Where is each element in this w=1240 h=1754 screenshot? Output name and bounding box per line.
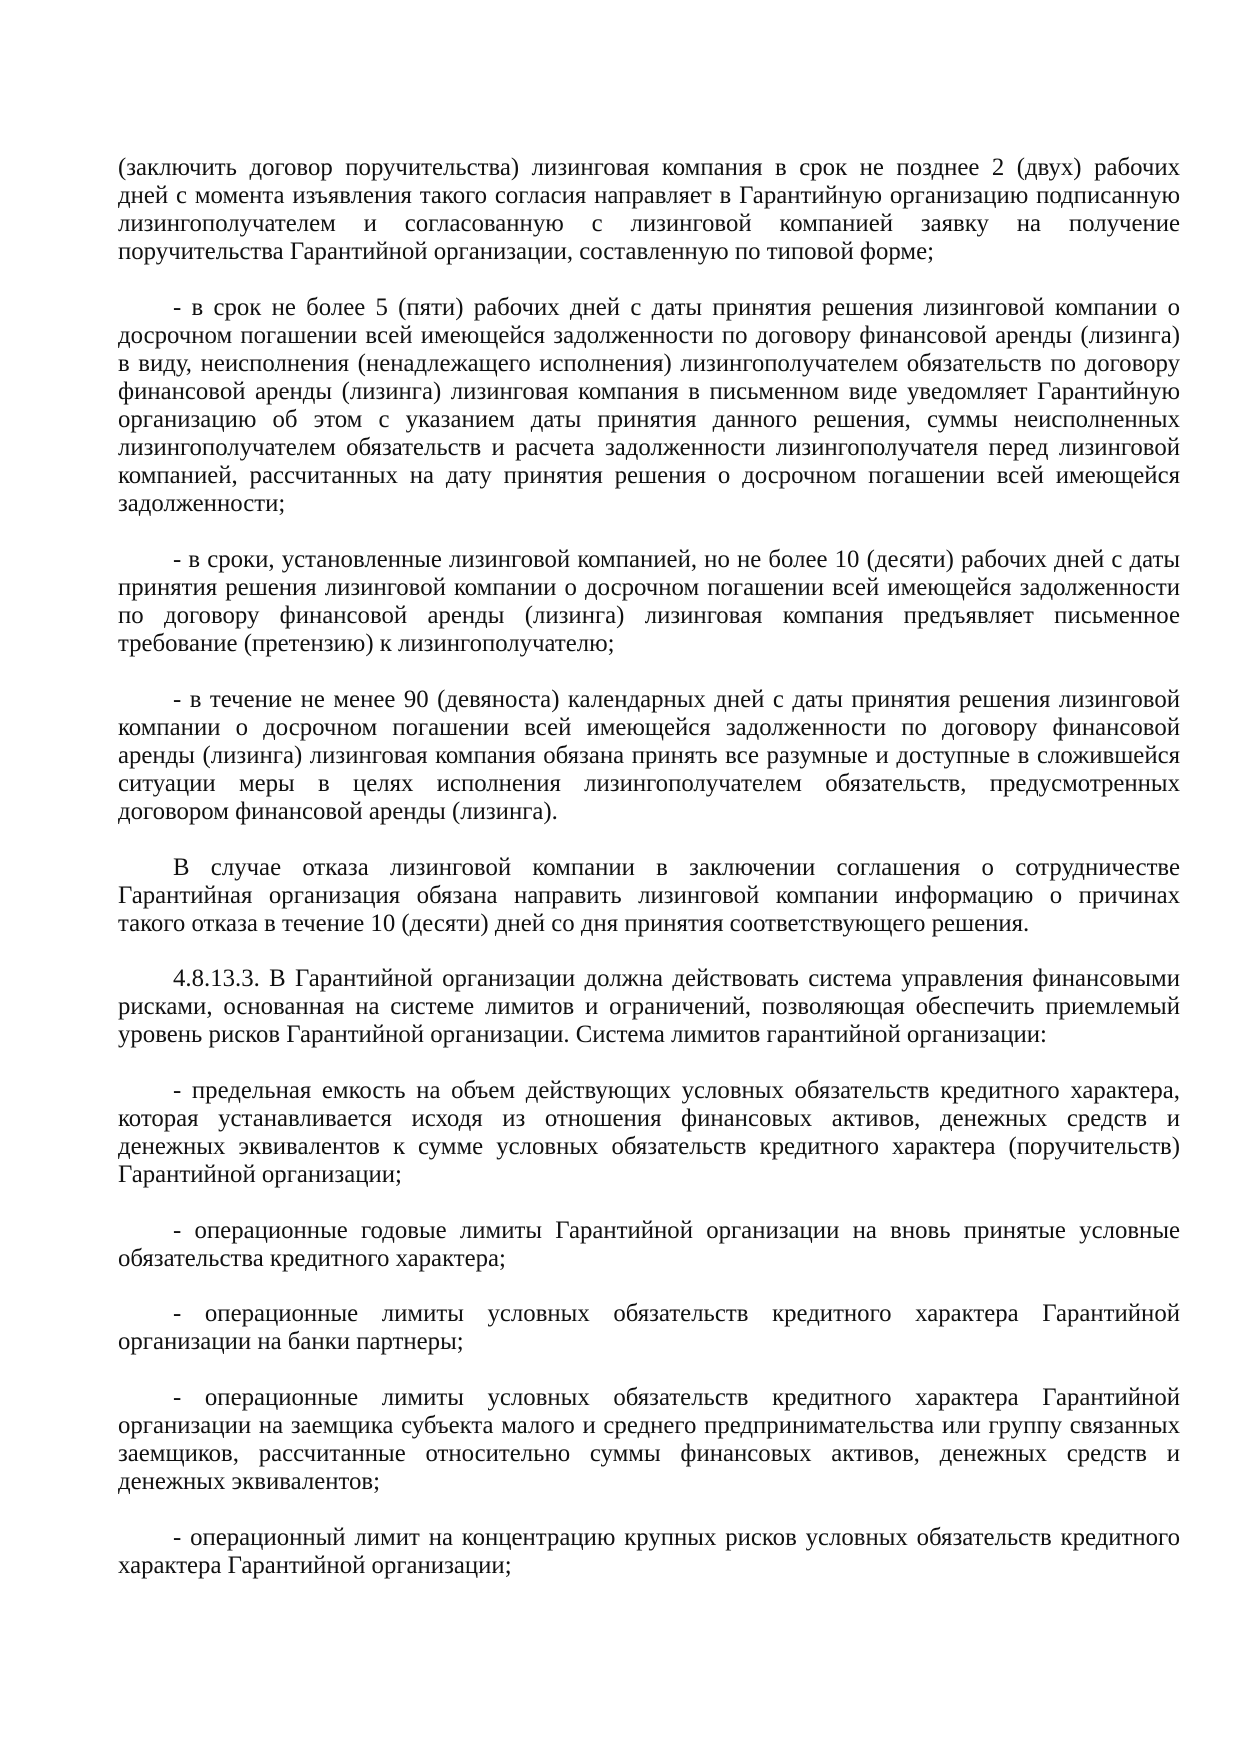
text-line: характера Гарантийной организации; xyxy=(118,1551,512,1579)
text-line: Гарантийной организации; xyxy=(118,1161,402,1189)
paragraph xyxy=(118,294,1180,519)
text-line: денежных эквивалентов; xyxy=(118,1468,380,1496)
text-line: - предельная емкость на объем действующих условных обязательств кредитного характера, xyxy=(173,1076,1180,1104)
paragraph xyxy=(118,1384,1180,1496)
paragraph xyxy=(118,854,1180,938)
text-line: - операционные годовые лимиты Гарантийной организации на вновь принятые условные xyxy=(173,1216,1180,1244)
text-line: - в срок не более 5 (пяти) рабочих дней с даты принятия решения лизинговой компании о xyxy=(173,293,1180,321)
text-line: в виду, неисполнения (ненадлежащего исполнения) лизингополучателем обязательств по договору xyxy=(118,349,1180,377)
text-line: досрочном погашении всей имеющейся задолженности по договору финансовой аренды (лизинга) xyxy=(118,321,1180,349)
text-line: принятия решения лизинговой компании о досрочном погашении всей имеющейся задолженности xyxy=(118,574,1180,601)
text-line: уровень рисков Гарантийной организации. Система лимитов гарантийной организации: xyxy=(118,1021,1047,1049)
text-line: требование (претензию) к лизингополучателю; xyxy=(118,630,615,658)
paragraph xyxy=(118,1077,1180,1189)
text-line: которая устанавливается исходя из отношения финансовых активов, денежных средств и xyxy=(118,1104,1180,1132)
text-line: компанией, рассчитанных на дату принятия решения о досрочном погашении всей имеющейся xyxy=(118,462,1180,490)
text-line: В случае отказа лизинговой компании в заключении соглашения о сотрудничестве xyxy=(173,853,1180,881)
text-line: задолженности; xyxy=(118,490,286,518)
document-page xyxy=(118,154,1180,1607)
text-line: заемщиков, рассчитанные относительно суммы финансовых активов, денежных средств и xyxy=(118,1439,1180,1467)
text-line: (заключить договор поручительства) лизинговая компания в срок не позднее 2 (двух) рабочих xyxy=(118,154,1180,181)
text-line: поручительства Гарантийной организации, составленную по типовой форме; xyxy=(118,238,934,266)
text-line: дней с момента изъявления такого согласия направляет в Гарантийную организацию подписанную xyxy=(118,182,1180,210)
text-line: организацию об этом с указанием даты принятия данного решения, суммы неисполненных xyxy=(118,406,1180,434)
text-line: - операционные лимиты условных обязательств кредитного характера Гарантийной xyxy=(173,1383,1180,1411)
text-line: денежных эквивалентов к сумме условных обязательств кредитного характера (поручительств) xyxy=(118,1133,1180,1161)
text-line: - в течение не менее 90 (девяноста) календарных дней с даты принятия решения лизинговой xyxy=(173,685,1180,713)
text-line: организации на заемщика субъекта малого и среднего предпринимательства или группу связанных xyxy=(118,1411,1180,1439)
text-line: такого отказа в течение 10 (десяти) дней со дня принятия соответствующего решения. xyxy=(118,909,1030,937)
text-line: лизингополучателем и согласованную с лизинговой компанией заявку на получение xyxy=(118,210,1180,238)
text-line: - в сроки, установленные лизинговой компанией, но не более 10 (десяти) рабочих дней с даты xyxy=(173,545,1180,573)
paragraph xyxy=(118,1300,1180,1356)
text-line: по договору финансовой аренды (лизинга) лизинговая компания предъявляет письменное xyxy=(118,602,1180,630)
paragraph xyxy=(118,1524,1180,1580)
text-line: лизингополучателем обязательств и расчета задолженности лизингополучателя перед лизинговой xyxy=(118,434,1180,462)
text-line: обязательства кредитного характера; xyxy=(118,1244,506,1272)
paragraph xyxy=(118,1217,1180,1273)
text-line: Гарантийная организация обязана направить лизинговой компании информацию о причинах xyxy=(118,881,1180,909)
text-line: организации на банки партнеры; xyxy=(118,1328,464,1356)
paragraph xyxy=(118,154,1180,266)
text-line: 4.8.13.3. В Гарантийной организации должна действовать система управления финансовыми xyxy=(173,965,1180,993)
text-line: - операционные лимиты условных обязательств кредитного характера Гарантийной xyxy=(173,1300,1180,1328)
text-line: финансовой аренды (лизинга) лизинговая компания в письменном виде уведомляет Гарантийную xyxy=(118,378,1180,406)
paragraph xyxy=(118,686,1180,826)
text-line: договором финансовой аренды (лизинга). xyxy=(118,798,558,826)
paragraph xyxy=(118,546,1180,658)
text-line: компании о досрочном погашении всей имеющейся задолженности по договору финансовой xyxy=(118,713,1180,741)
text-line: рисками, основанная на системе лимитов и ограничений, позволяющая обеспечить приемлемый xyxy=(118,993,1180,1021)
text-line: ситуации меры в целях исполнения лизингополучателем обязательств, предусмотренных xyxy=(118,769,1180,797)
text-line: - операционный лимит на концентрацию крупных рисков условных обязательств кредитного xyxy=(173,1523,1180,1551)
text-line: аренды (лизинга) лизинговая компания обязана принять все разумные и доступные в сложившейся xyxy=(118,741,1180,769)
paragraph xyxy=(118,965,1180,1049)
